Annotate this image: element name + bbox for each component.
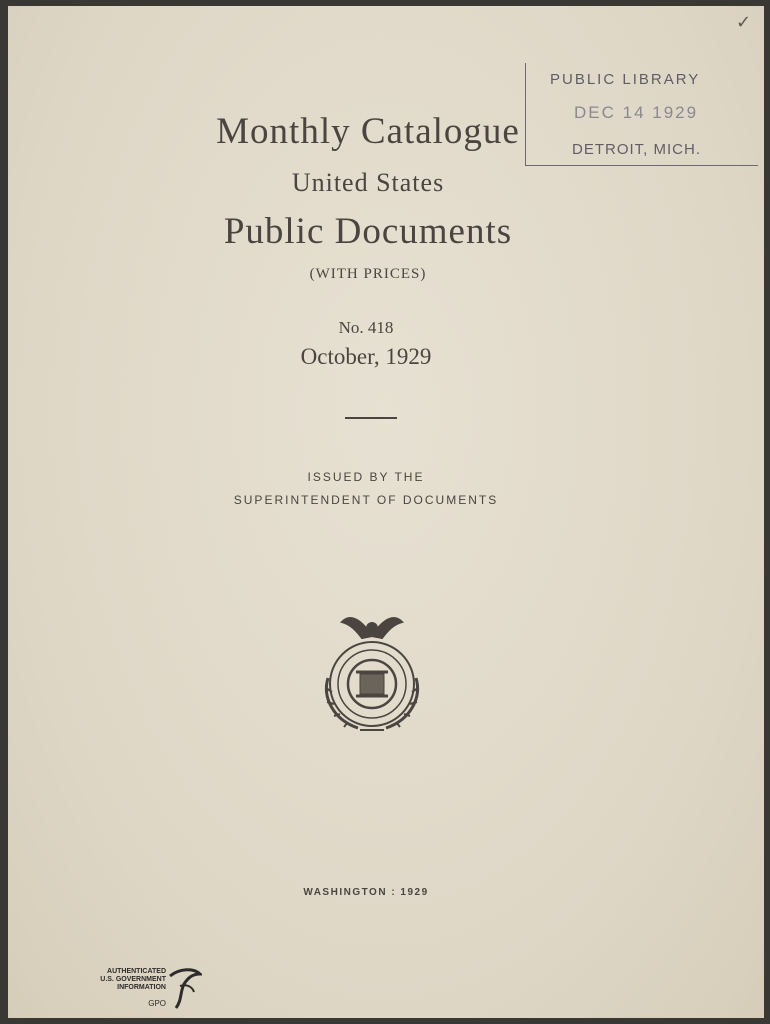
title-united-states: United States — [291, 168, 445, 197]
gpo-authentication-logo — [66, 964, 206, 1014]
publication-place-year: WASHINGTON : 1929 — [303, 887, 429, 898]
eagle-seal-icon — [312, 608, 432, 744]
subtitle-with-prices: (WITH PRICES) — [309, 266, 427, 282]
divider-rule — [345, 417, 397, 419]
gpo-line-1: AUTHENTICATED — [107, 968, 166, 975]
gpo-line-2: U.S. GOVERNMENT — [100, 976, 166, 983]
gpo-line-4: GPO — [148, 999, 166, 1008]
checkmark-icon: ✓ — [736, 12, 752, 33]
gpo-line-3: INFORMATION — [117, 984, 166, 991]
issue-number: No. 418 — [338, 318, 394, 337]
document-page — [8, 6, 764, 1018]
title-monthly-catalogue: Monthly Catalogue — [216, 111, 520, 152]
superintendent-line: SUPERINTENDENT OF DOCUMENTS — [233, 493, 499, 507]
stamp-city: DETROIT, MICH. — [572, 141, 701, 158]
stamp-library-name: PUBLIC LIBRARY — [550, 71, 701, 88]
issue-date: October, 1929 — [300, 344, 432, 369]
gpo-eagle-icon — [166, 966, 202, 1012]
stamp-date: DEC 14 1929 — [574, 103, 699, 122]
title-public-documents: Public Documents — [223, 211, 513, 252]
issued-by-line: ISSUED BY THE — [307, 470, 425, 484]
